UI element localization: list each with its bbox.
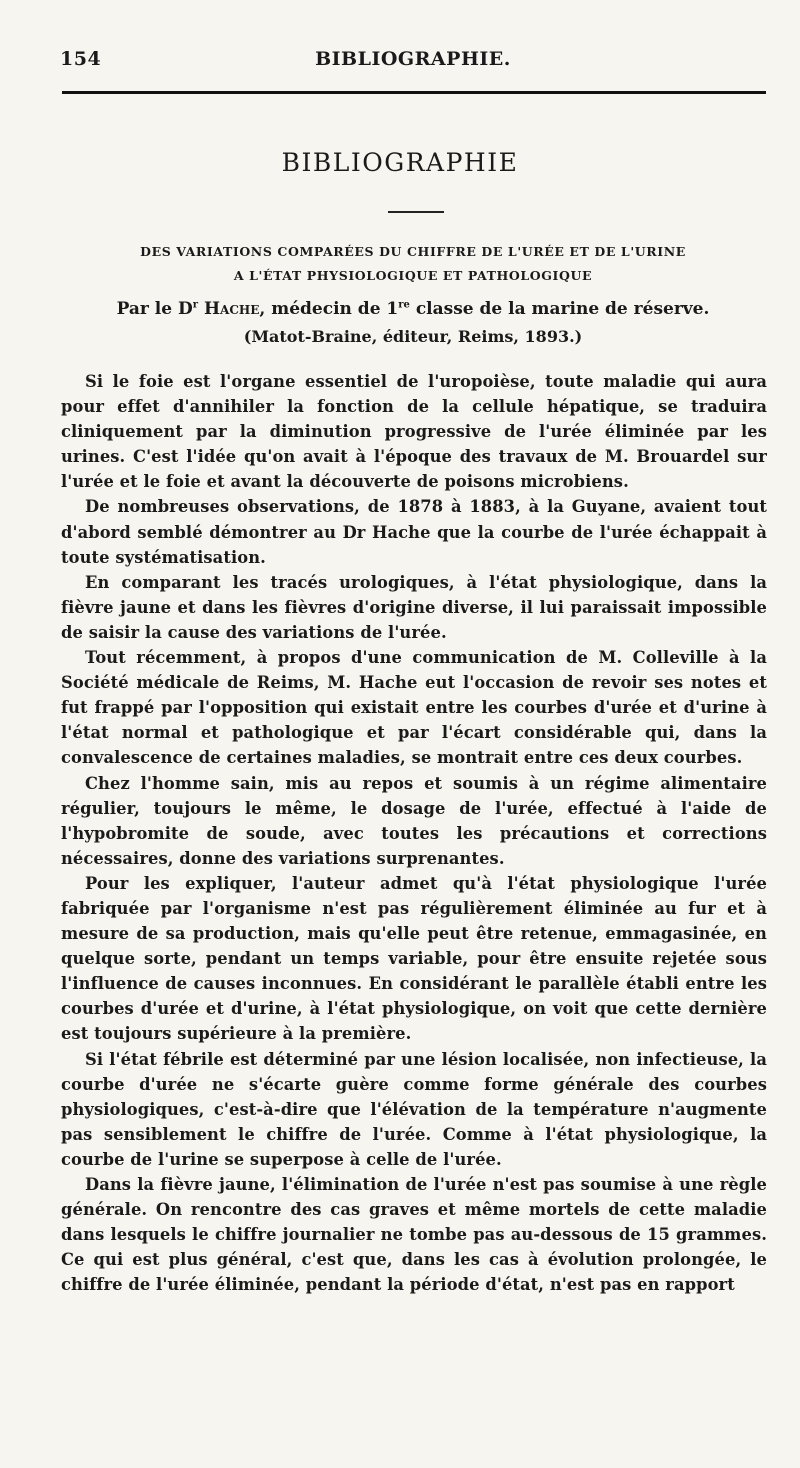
author-name: Hache bbox=[203, 299, 260, 319]
header-rule bbox=[62, 91, 766, 94]
subtitle-line-2: A L'ÉTAT PHYSIOLOGIQUE ET PATHOLOGIQUE bbox=[233, 268, 593, 283]
section-title: BIBLIOGRAPHIE bbox=[281, 148, 519, 177]
running-title: BIBLIOGRAPHIE. bbox=[315, 48, 511, 70]
paragraph: Chez l'homme sain, mis au repos et soumis à un régime alimentaire régulier, toujours le même, le dosage de l'urée, effectué à l'aide de l'hypobromite de soude, avec toutes les précautions et corrections nécessaires, donne des variations surprenantes. bbox=[61, 773, 767, 868]
subtitle-line-1: DES VARIATIONS COMPARÉES DU CHIFFRE DE L'URÉE ET DE L'URINE bbox=[140, 244, 686, 259]
paragraph: Tout récemment, à propos d'une communication de M. Colleville à la Société médicale de Reims, M. Hache eut l'occasion de revoir ses notes et fut frappé par l'opposition qui existait entre les courbes d'urée et d'urine à l'état normal et pathologique et par l'écart considérable qui, dans la convalescence de certaines maladies, se montrait entre ces deux courbes. bbox=[61, 648, 767, 768]
paragraph: Pour les expliquer, l'auteur admet qu'à l'état physiologique l'urée fabriquée par l'organisme n'est pas régulièrement éliminée au fur et à mesure de sa production, mais qu'elle peut être retenue, emmagasinée, en quelque sorte, pendant un temps variable, pour être ensuite rejetée sous l'influence de causes inconnues. En considérant le parallèle établi entre les courbes d'urée et d'urine, à l'état physiologique, on voit que cette dernière est toujours supérieure à la première. bbox=[61, 873, 767, 1044]
title-rule bbox=[388, 211, 444, 213]
publisher-line: (Matot-Braine, éditeur, Reims, 1893.) bbox=[243, 327, 583, 346]
paragraph: Si le foie est l'organe essentiel de l'uropoièse, toute maladie qui aura pour effet d'annihiler la fonction de la cellule hépatique, se traduira cliniquement par la diminution progressive de l'urée éliminée par les urines. C'est l'idée qu'on avait à l'époque des travaux de M. Brouardel sur l'urée et le foie et avant la découverte de poisons microbiens. bbox=[61, 372, 767, 492]
paragraph: Si l'état fébrile est déterminé par une lésion localisée, non infectieuse, la courbe d'urée ne s'écarte guère comme forme générale des courbes physiologiques, c'est-à-dire que l'élévation de la température n'augmente pas sensiblement le chiffre de l'urée. Comme à l'état physiologique, la courbe de l'urine se superpose à celle de l'urée. bbox=[61, 1049, 767, 1169]
byline-sup-2: re bbox=[398, 299, 410, 311]
paragraph: Dans la fièvre jaune, l'élimination de l'urée n'est pas soumise à une règle générale. On rencontre des cas graves et même mortels de cette maladie dans lesquels le chiffre journalier ne tombe pas au-dessous de 15 grammes. Ce qui est plus général, c'est que, dans les cas à évolution prolongée, le chiffre de l'urée éliminée, pendant la période d'état, n'est pas en rapport bbox=[61, 1175, 767, 1295]
byline-prefix: Par le D bbox=[116, 299, 193, 319]
paragraph: En comparant les tracés urologiques, à l'état physiologique, dans la fièvre jaune et dans les fièvres d'origine diverse, il lui paraissait impossible de saisir la cause des variations de l'urée. bbox=[61, 572, 767, 642]
byline-rest-2: classe de la marine de réserve. bbox=[409, 299, 710, 319]
paragraph: De nombreuses observations, de 1878 à 1883, à la Guyane, avaient tout d'abord semblé démontrer au Dr Hache que la courbe de l'urée échappait à toute systématisation. bbox=[61, 497, 767, 567]
body-text bbox=[61, 369, 767, 1297]
page-number: 154 bbox=[60, 48, 102, 70]
byline bbox=[60, 299, 766, 319]
running-header bbox=[60, 48, 766, 76]
byline-sup: r bbox=[192, 299, 199, 311]
byline-rest: , médecin de 1 bbox=[259, 299, 399, 319]
